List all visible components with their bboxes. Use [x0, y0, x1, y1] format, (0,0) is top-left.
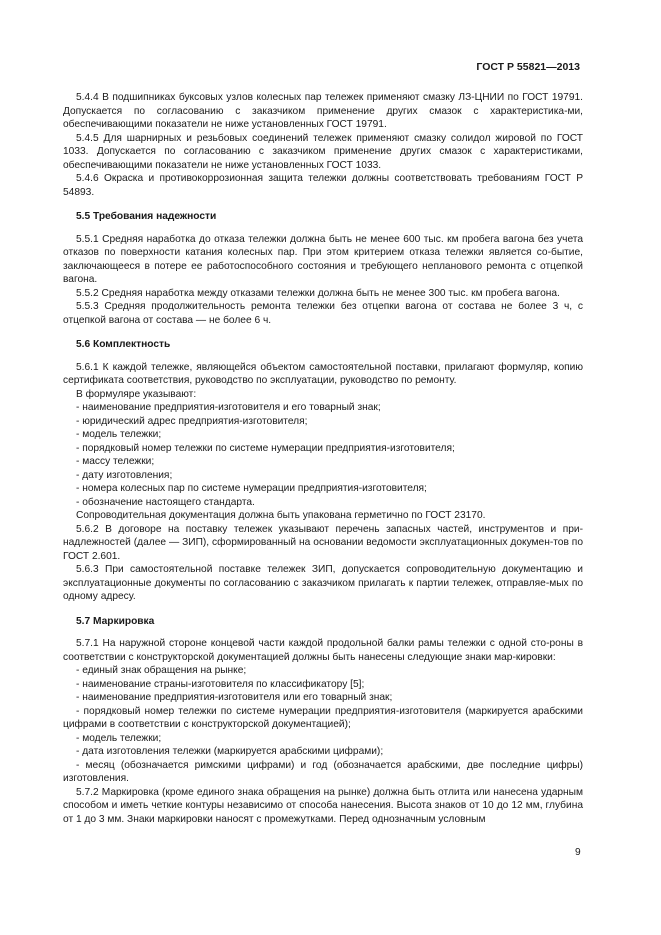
list-item: - модель тележки; [76, 429, 162, 440]
paragraph: 5.4.6 Окраска и противокоррозионная защита тележки должны соответствовать требованиям ГОСТ Р 54893. [63, 173, 583, 198]
paragraph: 5.7.2 Маркировка (кроме единого знака обращения на рынке) должна быть отлита или нанесена ударным способом и иметь четкие контуры независимо от способа нанесения. Высота знаков от 10 до 12 мм, глубина от 1 до 3 мм. Знаки маркировки наносят с промежутками. Перед однозначным условным [63, 786, 583, 825]
paragraph: 5.5.1 Средняя наработка до отказа тележки должна быть не менее 600 тыс. км пробега вагона без учета отказов по поверхности катания колесных пар. При этом критерием отказа тележки является со-бытие, заключающееся в потере ее работоспособного состояния и требующего непланового ремонта с отцепкой вагона. [63, 233, 583, 285]
list-item: - массу тележки; [76, 456, 155, 467]
list-item: - модель тележки; [76, 732, 162, 744]
paragraph: 5.4.4 В подшипниках буксовых узлов колесных пар тележек применяют смазку ЛЗ-ЦНИИ по ГОСТ 19791. Допускается по согласованию с заказчиком применение других смазок с характеристика-ми, обеспечивающими показатели не ниже установленных ГОСТ 19791. [63, 92, 583, 130]
list-item: - наименование страны-изготовителя по классификатору [5]; [76, 678, 365, 690]
paragraph: 5.4.5 Для шарнирных и резьбовых соединений тележек применяют смазку солидол жировой по ГОСТ 1033. Допускается по согласованию с заказчиком применение других смазок с характеристиками, обеспечивающими показатели не ниже установленных ГОСТ 1033. [63, 132, 583, 171]
paragraph: - месяц (обозначается римскими цифрами) и год (обозначается арабскими, две последние цифры) изготовления. [63, 759, 583, 784]
paragraph: 5.5.2 Средняя наработка между отказами тележки должна быть не менее 300 тыс. км пробега вагона. [76, 287, 560, 299]
list-item: - порядковый номер тележки по системе нумерации предприятия-изготовителя; [76, 442, 455, 454]
page-number: 9 [575, 847, 581, 858]
list-item: Сопроводительная документация должна быть упакована герметично по ГОСТ 23170. [76, 510, 486, 521]
list-item: - номера колесных пар по системе нумерации предприятия-изготовителя; [76, 483, 427, 494]
paragraph: 5.5.3 Средняя продолжительность ремонта тележки без отцепки вагона от состава не более 3 ч, с отцепкой вагона от состава — не более 6 ч. [63, 301, 583, 326]
list-item: - наименование предприятия-изготовителя или его товарный знак; [76, 692, 393, 703]
section-heading: 5.6 Комплектность [76, 339, 171, 350]
paragraph: - порядковый номер тележки по системе нумерации предприятия-изготовителя (маркируется арабскими цифрами в соответствии с конструкторской документацией); [63, 705, 583, 730]
document-id-header: ГОСТ Р 55821—2013 [476, 61, 580, 73]
list-item: В формуляре указывают: [76, 388, 197, 400]
list-item: - обозначение настоящего стандарта. [76, 496, 255, 508]
paragraph: 5.7.1 На наружной стороне концевой части каждой продольной балки рамы тележки с одной сто-роны в соответствии с конструкторской документацией должны быть нанесены следующие знаки мар-кировки: [63, 638, 583, 663]
document-body [63, 91, 583, 826]
list-item: - единый знак обращения на рынке; [76, 665, 247, 676]
list-item: - дата изготовления тележки (маркируется арабскими цифрами); [76, 746, 384, 757]
list-item: - наименование предприятия-изготовителя и его товарный знак; [76, 402, 381, 413]
paragraph: 5.6.1 К каждой тележке, являющейся объектом самостоятельной поставки, прилагают формуляр, копию сертификата соответствия, руководство по эксплуатации, руководство по ремонту. [63, 361, 583, 386]
paragraph: 5.6.2 В договоре на поставку тележек указывают перечень запасных частей, инструментов и при-надлежностей (далее — ЗИП), сформированный на основании ведомости эксплуатационных докумен-тов по ГОСТ 2.601. [63, 523, 583, 562]
paragraph: 5.6.3 При самостоятельной поставке тележек ЗИП, допускается сопроводительную документацию и эксплуатационные документы по согласованию с заказчиком прилагать к партии тележек, отправляе-мых по одному адресу. [63, 564, 583, 602]
section-heading: 5.7 Маркировка [76, 615, 155, 627]
list-item: - юридический адрес предприятия-изготовителя; [76, 415, 308, 427]
section-heading: 5.5 Требования надежности [76, 211, 217, 222]
list-item: - дату изготовления; [76, 469, 173, 481]
